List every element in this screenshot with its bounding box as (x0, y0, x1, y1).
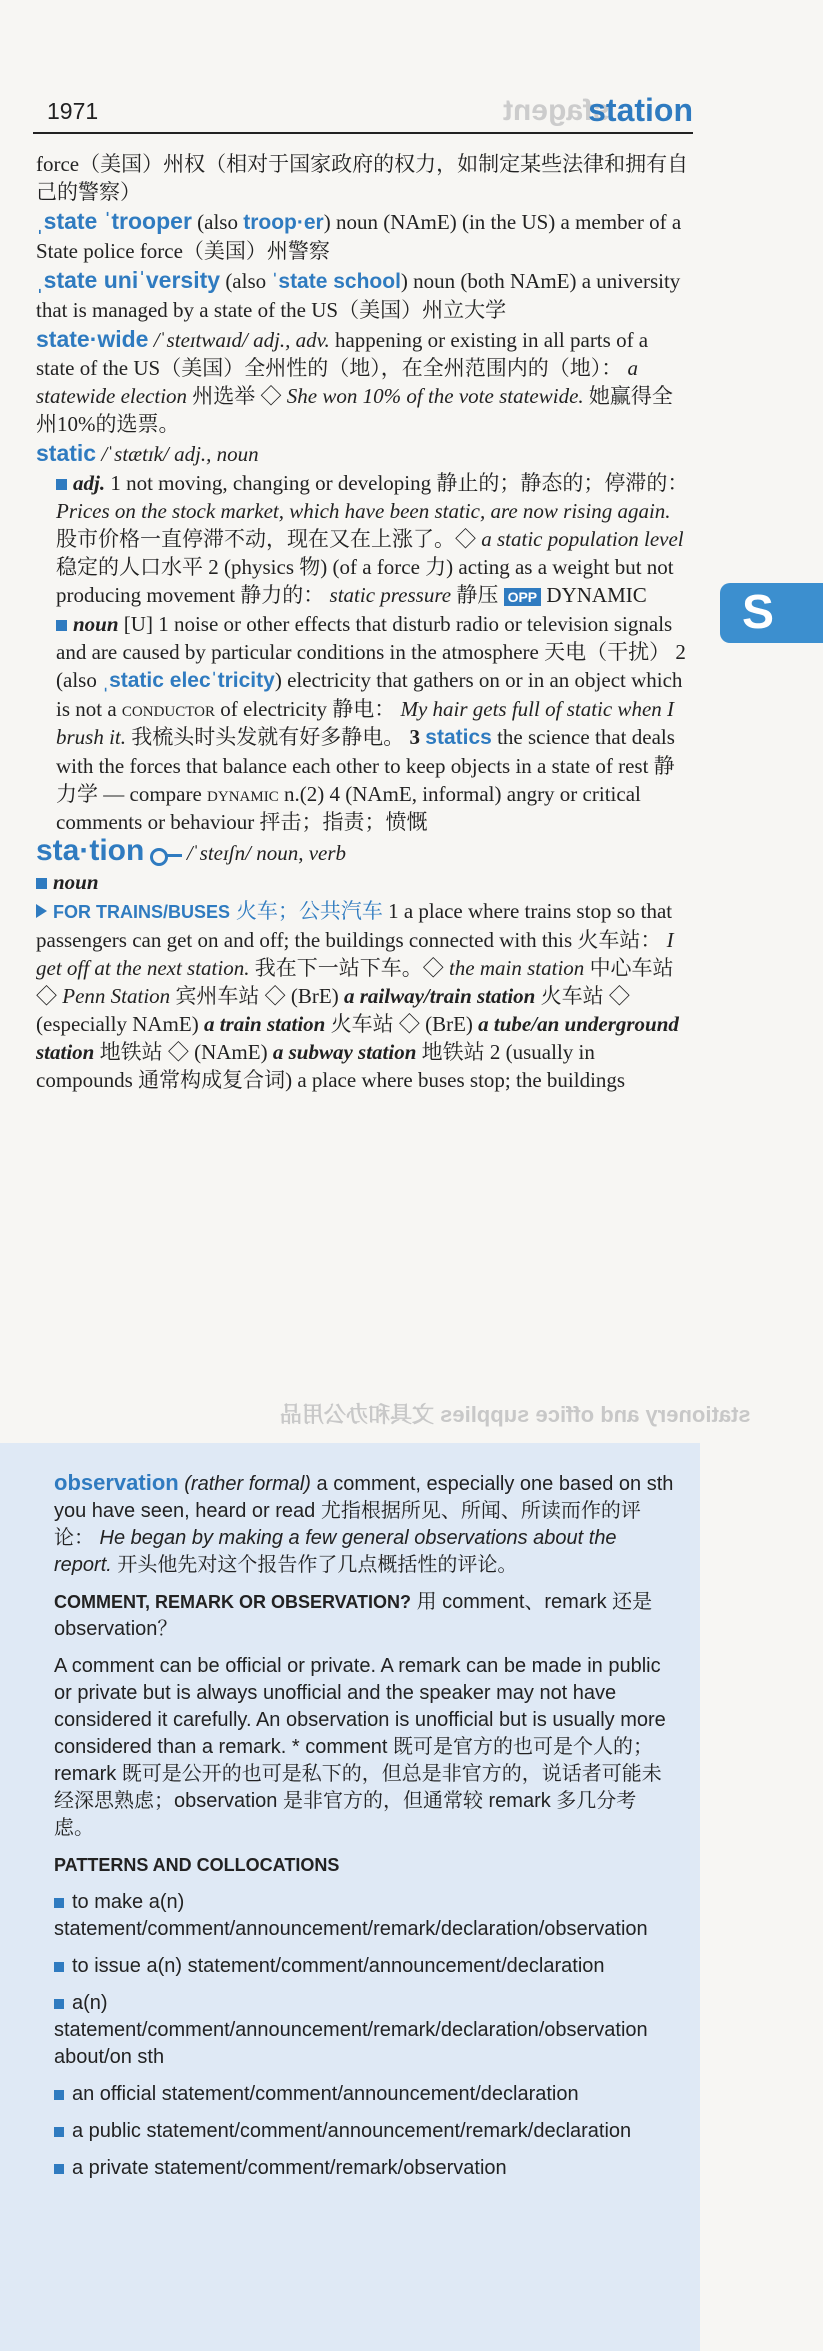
square-bullet-icon (56, 479, 67, 490)
entry-static (36, 439, 690, 468)
sense-label: FOR TRAINS/BUSES (53, 902, 231, 922)
definition: ) noun (both NAmE) a university that is managed by a state of the US（美国）州立大学 (36, 269, 681, 322)
usage-note-content (54, 1469, 674, 2192)
station-noun-label: noun (36, 868, 690, 896)
pronunciation: /ˈsteɪʃn/ noun, verb (181, 841, 347, 865)
square-bullet-icon (54, 2164, 64, 2174)
entry-state-university: ˌstate uniˈversity (also ˈstate school) noun (both NAmE) a university that is managed by a state of the US（美国）州立大学 (36, 267, 681, 322)
list-item: to issue a(n) statement/comment/announcement/declaration (54, 1953, 674, 1980)
static-adj-sense: adj. 1 not moving, changing or developing 静止的；静态的；停滞的： Prices on the stock market, which have been static, are now rising again. 股市价格一直停滞不动，现在又在上涨了。◇ a static population level 稳定的人口水平 2 (physics 物) (of a force 力) acting as a weight but not producing movement 静力的： static pressure 静压 OPP DYNAMIC (56, 471, 689, 607)
headword: state·wide (36, 326, 149, 352)
definition: ) noun (NAmE) (in the US) a member of a State police force（美国）州警察 (36, 210, 682, 263)
list-item: a(n) statement/comment/announcement/remark/declaration/observation about/on sth (54, 1992, 648, 2068)
station-sense-1: FOR TRAINS/BUSES 火车；公共汽车 1 a place where trains stop so that passengers can get on and off; the buildings connected with this 火车站： I get off at the next station. 我在下一站下车。◇ the main station 中心车站 ◇ Penn Station 宾州车站 ◇ (BrE) a railway/train station 火车站 ◇ (especially NAmE) a train station 火车站 ◇ (BrE) a tube/an underground station 地铁站 ◇ (NAmE) a subway station 地铁站 2 (usually in compounds 通常构成复合词) a place where buses stop; the buildings (36, 899, 679, 1092)
definition: happening or existing in all parts of a state of the US（美国）全州性的（地），在全州范围内的（地）： (36, 328, 649, 380)
square-bullet-icon (36, 878, 47, 889)
entry-statewide: state·wide /ˈsteɪtwaɪd/ adj., adv. happening or existing in all parts of a state of the US（美国）全州性的（地），在全州范围内的（地）： a statewide election 州选举 ◇ She won 10% of the vote statewide. 她赢得全州10%的选票。 (36, 326, 673, 436)
patterns-heading: PATTERNS AND COLLOCATIONS (54, 1855, 340, 1875)
thumb-index-tab[interactable] (720, 583, 823, 643)
entry-state-trooper: ˌstate ˈtrooper (also troop·er) noun (NAmE) (in the US) a member of a State police force（美国）州警察 (36, 208, 682, 263)
pronunciation: /ˈsteɪtwaɪd/ adj., adv. (148, 328, 330, 352)
patterns-list (54, 1889, 674, 2182)
running-head: station (588, 92, 693, 128)
note-headword: observation (54, 1470, 179, 1495)
triangle-pointer-icon (36, 904, 47, 918)
list-item: to make a(n) statement/comment/announcement/remark/declaration/observation (54, 1891, 648, 1940)
square-bullet-icon (54, 1898, 64, 1908)
square-bullet-icon (54, 1999, 64, 2009)
square-bullet-icon (54, 2090, 64, 2100)
square-bullet-icon (54, 1962, 64, 1972)
list-item: a private statement/comment/remark/observation (54, 2155, 674, 2182)
square-bullet-icon (54, 2127, 64, 2137)
headword: ˌstate ˈtrooper (36, 208, 192, 234)
variant-headword: troop·er (243, 211, 324, 234)
thumb-index-letter: S (742, 586, 775, 639)
entry-continuation: force（美国）州权（相对于国家政府的权力，如制定某些法律和拥有自己的警察） (36, 152, 689, 204)
observation-entry: observation (rather formal) a comment, especially one based on sth you have seen, heard or read 尤指根据所见、所闻、所读而作的评论： He began by making a few general observations about the report. 开头他先对这个报告作了几点概括性的评论。 (54, 1470, 674, 1576)
page-number: 1971 (47, 98, 99, 124)
usage-note-box (0, 1443, 700, 2351)
cross-reference: dynamic (207, 782, 279, 806)
pronunciation: /ˈstætɪk/ adj., noun (96, 442, 259, 466)
headword: sta·tion (36, 834, 145, 867)
opposite-word: DYNAMIC (541, 583, 647, 607)
note-heading: COMMENT, REMARK OR OBSERVATION? 用 comment、remark 还是 observation？ (54, 1591, 653, 1640)
note-paragraph: A comment can be official or private. A remark can be made in public or private but is always unofficial and the speaker may not have considered it carefully. An observation is unofficial but is usually more considered than a remark. * comment 既可是官方的也可是个人的；remark 既可是公开的也可是私下的，但总是非官方的，说话者可能未经深思熟虑；observation 是非官方的，但通常较 remark 多几分考虑。 (54, 1655, 666, 1839)
variant-headword: ˈstate school (271, 270, 401, 293)
entries-column (36, 150, 690, 1095)
list-item: an official statement/comment/announcement/declaration (54, 2081, 674, 2108)
square-bullet-icon (56, 620, 67, 631)
opposite-badge: OPP (504, 588, 542, 606)
entry-station (36, 834, 690, 867)
show-through-text: sfagent (503, 94, 610, 127)
cross-reference: conductor (121, 697, 215, 721)
static-noun-sense: noun [U] 1 noise or other effects that disturb radio or television signals and are caused by particular conditions in the atmosphere 天电（干扰） 2 (also ˌstatic elecˈtricity) electricity that gathers on or in an object which is not a conductor of electricity 静电： My hair gets full of static when I brush it. 我梳头时头发就有好多静电。 3 statics the science that deals with the forces that balance each other to keep objects in a state of rest 静力学 — compare dynamic n.(2) 4 (NAmE, informal) angry or critical comments or behaviour 抨击；指责；愤慨 (56, 612, 686, 834)
key-icon (150, 848, 182, 862)
page-header (33, 90, 693, 134)
show-through-footer: stationery and office supplies 文具和办公用品 (280, 1402, 751, 1427)
headword: static (36, 440, 97, 466)
headword: ˌstate uniˈversity (36, 267, 221, 293)
list-item: a public statement/comment/announcement/remark/declaration (54, 2118, 674, 2145)
